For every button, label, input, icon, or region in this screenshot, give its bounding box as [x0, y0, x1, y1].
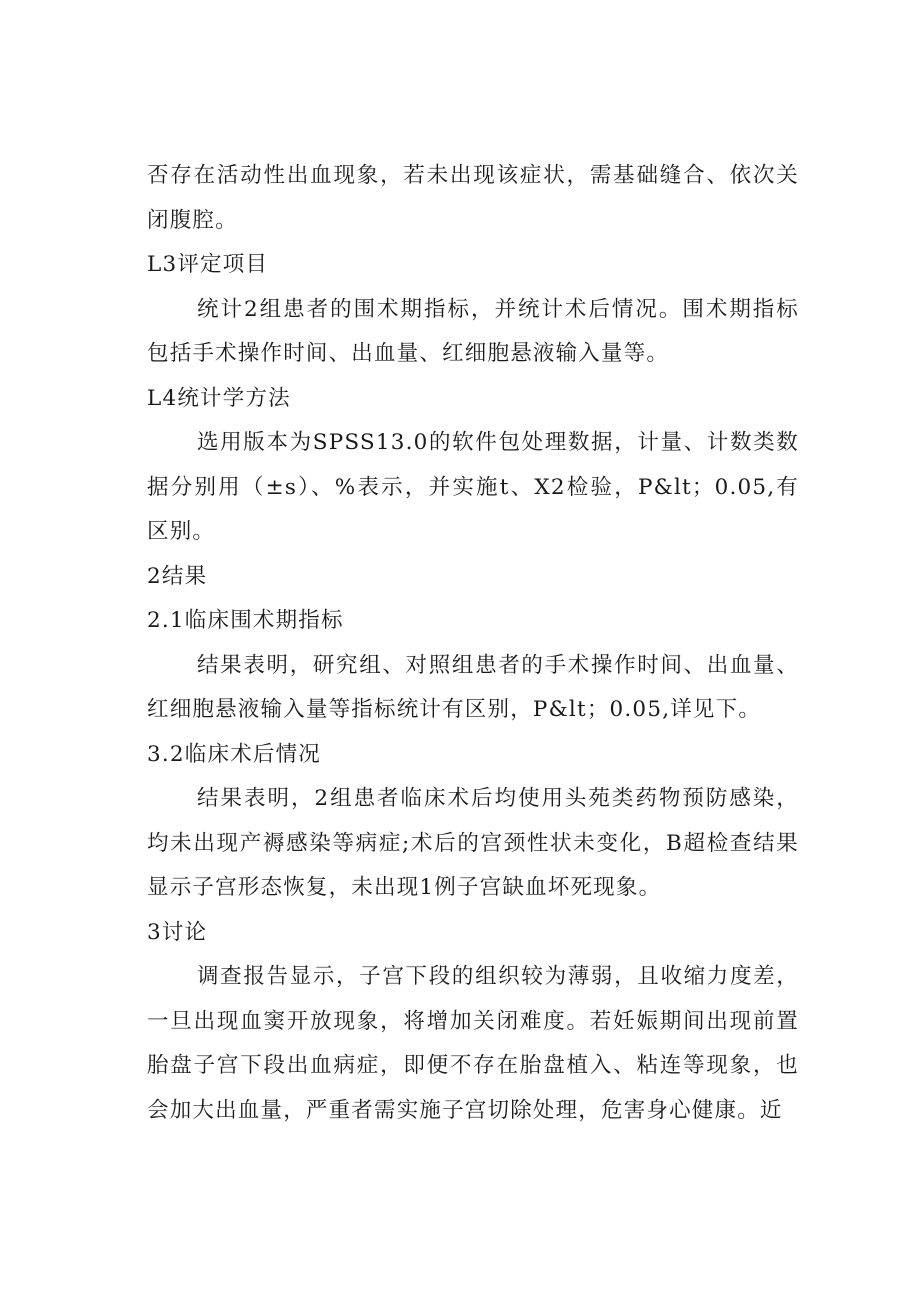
subsection-heading-3-2: 3.2临床术后情况 [147, 741, 321, 767]
section-heading-discussion: 3讨论 [147, 919, 208, 945]
paragraph-results-postoperative: 结果表明，2组患者临床术后均使用头苑类药物预防感染，均未出现产褥感染等病症;术后的宫颈性状未变化，B超检查结果显示子宫形态恢复，未出现1例子宫缺血坏死现象。 [147, 786, 799, 900]
subsection-heading-2-1: 2.1临床围术期指标 [147, 608, 344, 633]
paragraph-evaluation: 统计2组患者的围术期指标，并统计术后情况。围术期指标包括手术操作时间、出血量、红细胞悬液输入量等。 [147, 296, 799, 366]
document-body [147, 154, 799, 1133]
paragraph-results-perioperative: 结果表明，研究组、对照组患者的手术操作时间、出血量、红细胞悬液输入量等指标统计有区别，P&lt；0.05,详见下。 [147, 652, 799, 722]
section-heading-l3: L3评定项目 [147, 252, 269, 277]
paragraph-discussion: 调查报告显示，子宫下段的组织较为薄弱，且收缩力度差，一旦出现血窦开放现象，将增加关闭难度。若妊娠期间出现前置胎盘子宫下段出血病症，即便不存在胎盘植入、粘连等现象，也会加大出血量，严重者需实施子宫切除处理，危害身心健康。近 [147, 964, 799, 1123]
section-heading-results: 2结果 [147, 563, 208, 589]
paragraph-statistics: 选用版本为SPSS13.0的软件包处理数据，计量、计数类数据分别用（±s）、%表示，并实施t、X2检验，P&lt；0.05,有区别。 [147, 430, 799, 544]
paragraph-continuation: 否存在活动性出血现象，若未出现该症状，需基础缝合、依次关闭腹腔。 [147, 163, 799, 233]
section-heading-l4: L4统计学方法 [147, 385, 291, 411]
